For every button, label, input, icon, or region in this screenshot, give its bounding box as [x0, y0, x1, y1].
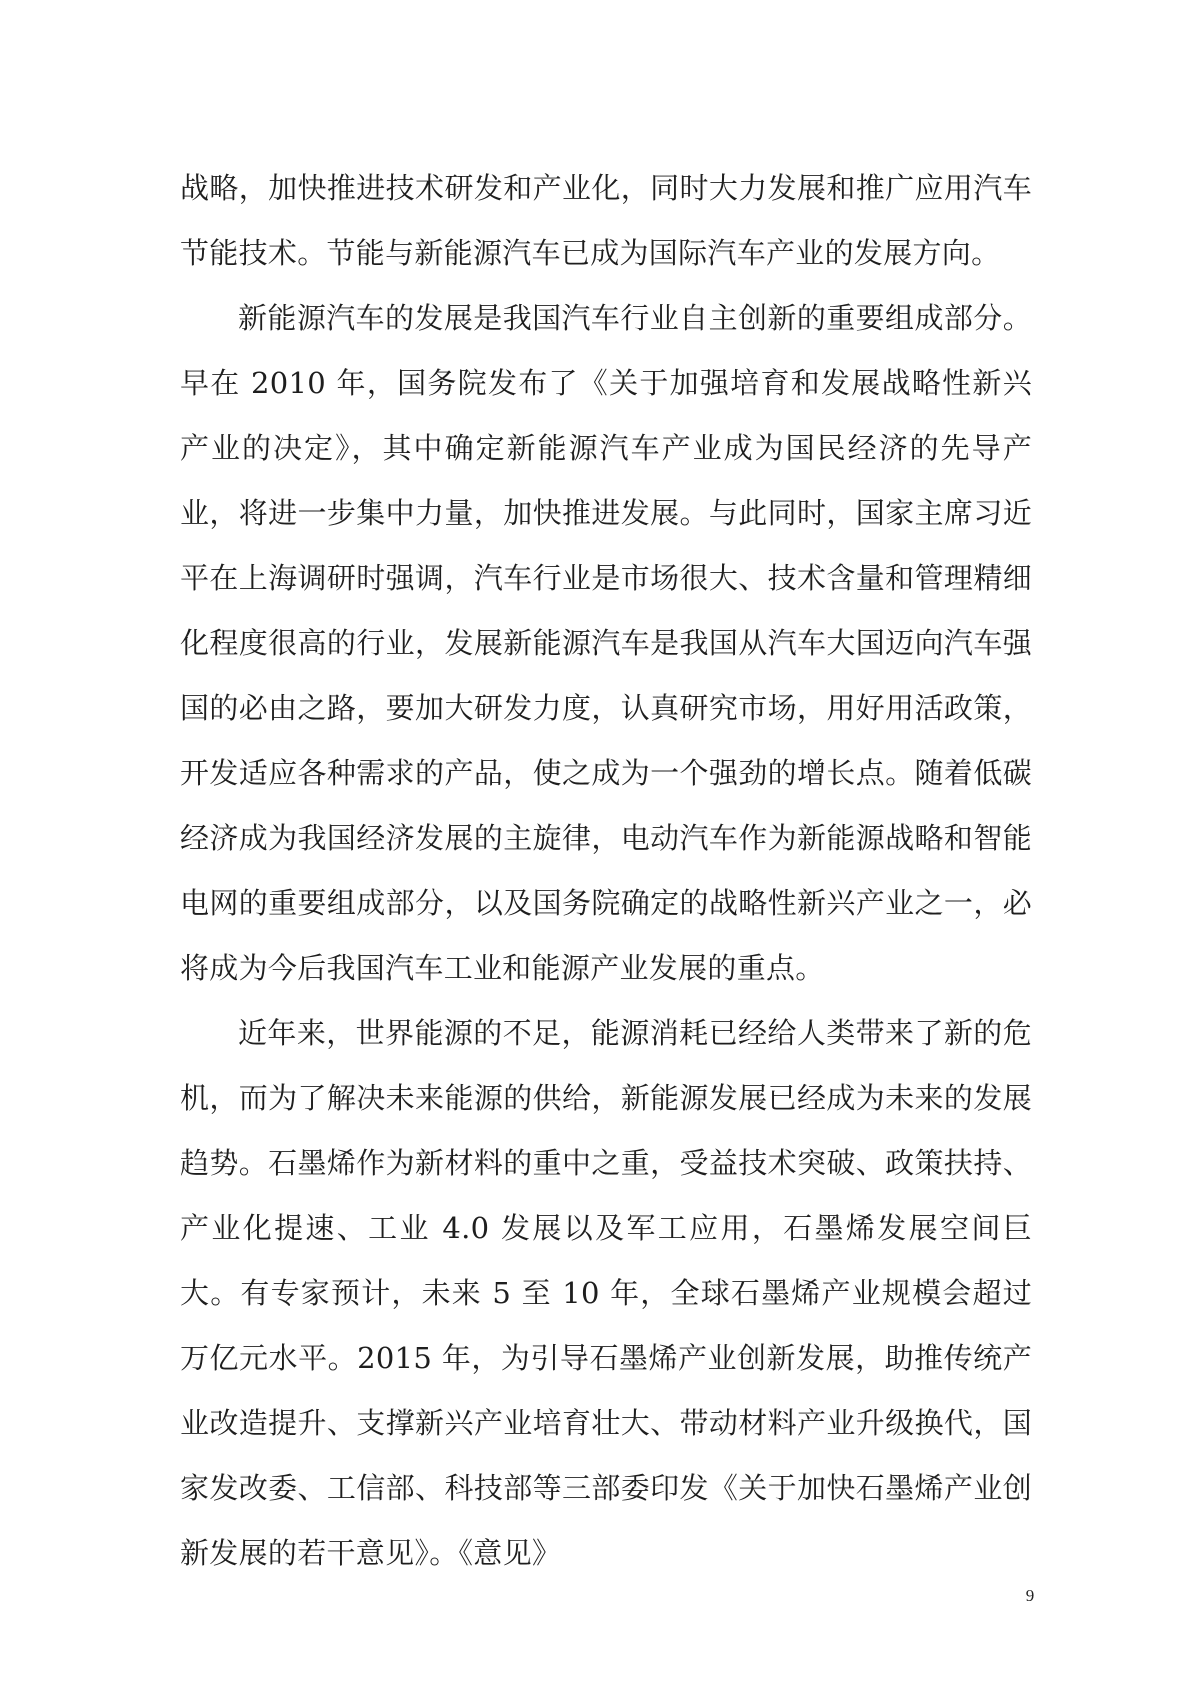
page-number: 9	[1025, 1586, 1035, 1605]
body-text	[180, 156, 1032, 1586]
paragraph-1: 战略，加快推进技术研发和产业化，同时大力发展和推广应用汽车节能技术。节能与新能源汽车已成为国际汽车产业的发展方向。	[180, 171, 1032, 270]
paragraph-3: 近年来，世界能源的不足，能源消耗已经给人类带来了新的危机，而为了解决未来能源的供给，新能源发展已经成为未来的发展趋势。石墨烯作为新材料的重中之重，受益技术突破、政策扶持、产业化提速、工业 4.0 发展以及军工应用，石墨烯发展空间巨大。有专家预计，未来 5 至 10 年，全球石墨烯产业规模会超过万亿元水平。2015 年，为引导石墨烯产业创新发展，助推传统产业改造提升、支撑新兴产业培育壮大、带动材料产业升级换代，国家发改委、工信部、科技部等三部委印发《关于加快石墨烯产业创新发展的若干意见》。《意见》	[180, 1016, 1032, 1570]
paragraph-2: 新能源汽车的发展是我国汽车行业自主创新的重要组成部分。早在 2010 年，国务院发布了《关于加强培育和发展战略性新兴产业的决定》，其中确定新能源汽车产业成为国民经济的先导产业，将进一步集中力量，加快推进发展。与此同时，国家主席习近平在上海调研时强调，汽车行业是市场很大、技术含量和管理精细化程度很高的行业，发展新能源汽车是我国从汽车大国迈向汽车强国的必由之路，要加大研发力度，认真研究市场，用好用活政策，开发适应各种需求的产品，使之成为一个强劲的增长点。随着低碳经济成为我国经济发展的主旋律，电动汽车作为新能源战略和智能电网的重要组成部分，以及国务院确定的战略性新兴产业之一，必将成为今后我国汽车工业和能源产业发展的重点。	[180, 301, 1032, 985]
